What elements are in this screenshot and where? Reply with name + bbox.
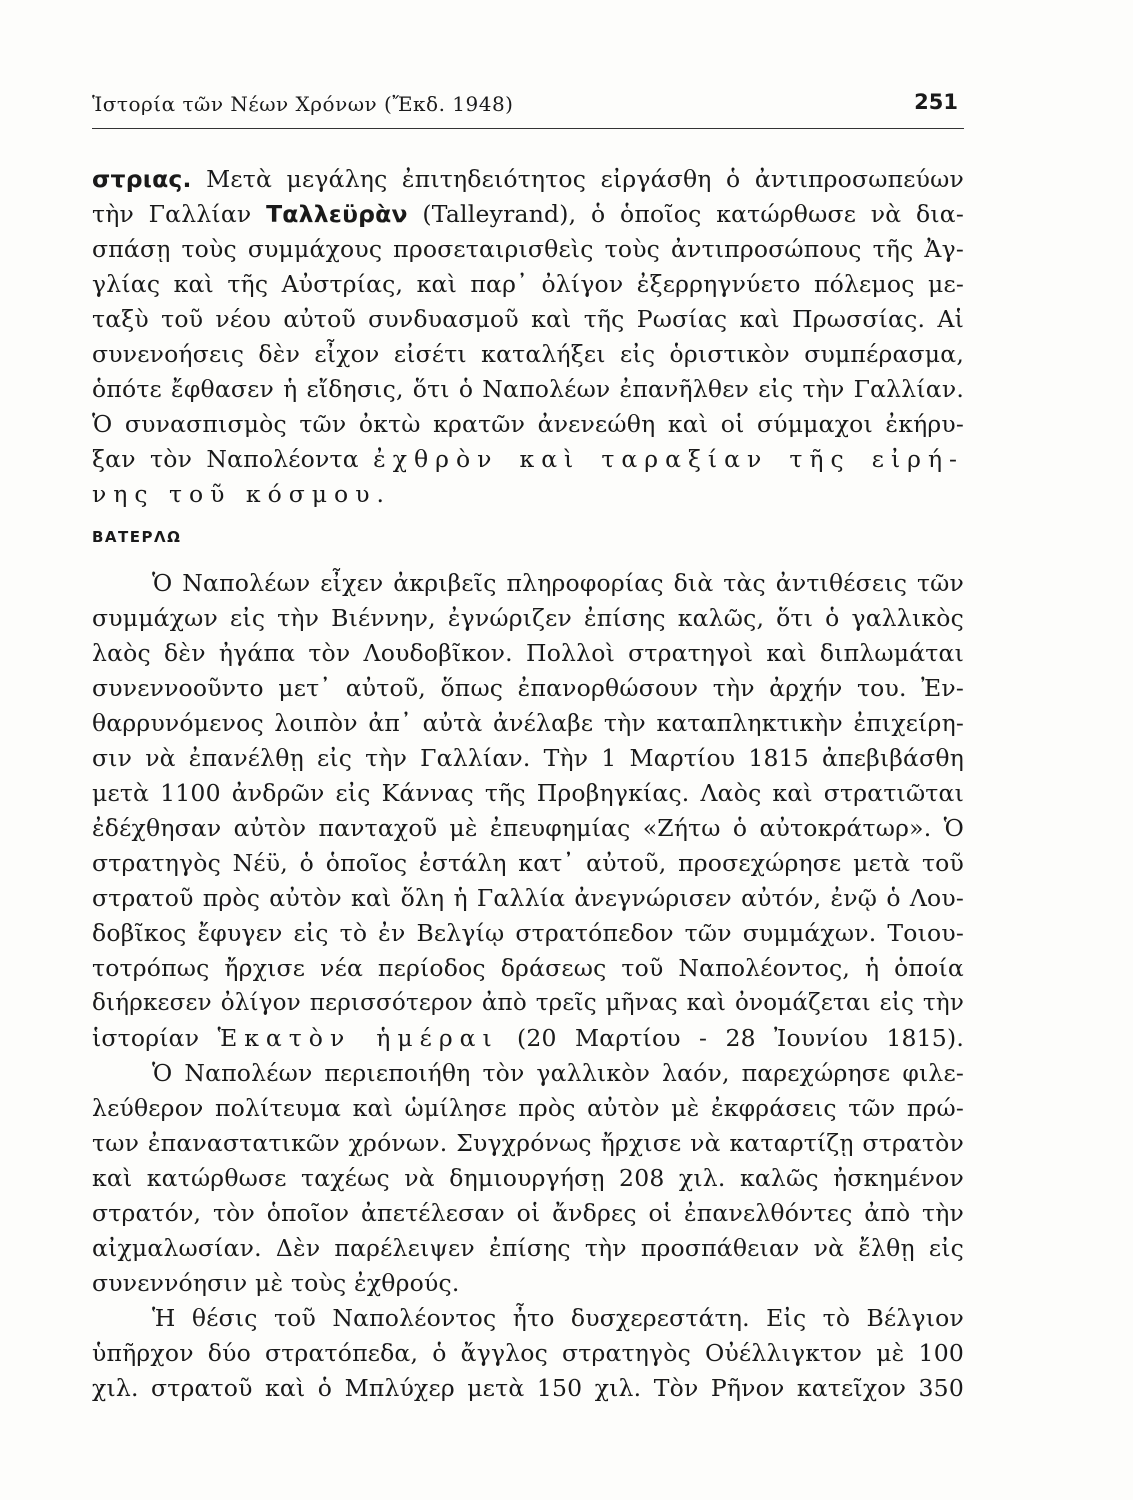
text-line: τοτρόπως ἤρχισε νέα περίοδος δράσεως τοῦ Ναπολέοντος, ἡ ὁποία: [92, 954, 964, 982]
text-span: Μετὰ μεγάλης ἐπιτηδειότητος εἰργάσθη ὁ ἀντιπροσωπεύων: [191, 165, 964, 193]
text-line: Ἡ θέσις τοῦ Ναπολέοντος ἦτο δυσχερεστάτη. Εἰς τὸ Βέλγιον: [152, 1304, 964, 1332]
text-line: διήρκεσεν ὀλίγον περισσότερον ἀπὸ τρεῖς μῆνας καὶ ὀνομάζεται εἰς τὴν: [92, 990, 964, 1016]
bold-word: στριας.: [92, 165, 192, 193]
text-line: συνενοήσεις δὲν εἶχον εἰσέτι καταλήξει εἰς ὁριστικὸν συμπέρασμα,: [92, 340, 964, 368]
text-line: Ὁ συνασπισμὸς τῶν ὀκτὼ κρατῶν ἀνενεώθη καὶ οἱ σύμμαχοι ἐκήρυ-: [92, 410, 964, 438]
text-span: ξαν τὸν Ναπολέοντα: [92, 445, 374, 473]
header-title: Ἱστορία τῶν Νέων Χρόνων (Ἔκδ. 1948): [92, 92, 514, 116]
text-line: συνεννοοῦντο μετ᾽ αὐτοῦ, ὅπως ἐπανορθώσουν τὴν ἀρχήν του. Ἐν-: [92, 674, 964, 702]
text-span: τὴν Γαλλίαν: [92, 200, 267, 228]
text-line: στρατοῦ πρὸς αὐτὸν καὶ ὅλη ἡ Γαλλία ἀνεγνώρισεν αὐτόν, ἐνῷ ὁ Λου-: [92, 884, 964, 912]
spaced-text: ἐχθρὸν καὶ ταραξίαν τῆς εἰρή-: [373, 445, 964, 473]
text-line: [92, 162, 964, 196]
text-line: [92, 477, 964, 511]
text-line: [92, 442, 964, 476]
text-span: (Talleyrand), ὁ ὁποῖος κατώρθωσε νὰ δια-: [407, 200, 964, 228]
text-line: στρατόν, τὸν ὁποῖον ἀπετέλεσαν οἱ ἄνδρες οἱ ἐπανελθόντες ἀπὸ τὴν: [92, 1199, 964, 1227]
page-number: 251: [914, 90, 958, 114]
text-line: μετὰ 1100 ἀνδρῶν εἰς Κάννας τῆς Προβηγκίας. Λαὸς καὶ στρατιῶται: [92, 779, 964, 807]
text-line: συνεννόησιν μὲ τοὺς ἐχθρούς.: [92, 1269, 460, 1297]
spaced-text: νης τοῦ κόσμου.: [92, 480, 391, 508]
section-heading: ΒΑΤΕΡΛΩ: [92, 528, 182, 546]
text-line: χιλ. στρατοῦ καὶ ὁ Μπλύχερ μετὰ 150 χιλ. Τὸν Ρῆνον κατεῖχον 350: [92, 1374, 964, 1402]
text-line: καὶ κατώρθωσε ταχέως νὰ δημιουργήσῃ 208 χιλ. καλῶς ἠσκημένον: [92, 1164, 964, 1192]
text-line: Ὁ Ναπολέων περιεποιήθη τὸν γαλλικὸν λαόν, παρεχώρησε φιλε-: [152, 1059, 964, 1087]
bold-name: Ταλλεϋρὰν: [266, 200, 408, 228]
text-line: ἐδέχθησαν αὐτὸν πανταχοῦ μὲ ἐπευφημίας «Ζήτω ὁ αὐτοκράτωρ». Ὁ: [92, 814, 964, 842]
text-line: σιν νὰ ἐπανέλθῃ εἰς τὴν Γαλλίαν. Τὴν 1 Μαρτίου 1815 ἀπεβιβάσθη: [92, 744, 964, 772]
text-line: θαρρυνόμενος λοιπὸν ἀπ᾽ αὐτὰ ἀνέλαβε τὴν καταπληκτικὴν ἐπιχείρη-: [92, 709, 964, 737]
text-line: ὑπῆρχον δύο στρατόπεδα, ὁ ἄγγλος στρατηγὸς Οὐέλλιγκτον μὲ 100: [92, 1339, 964, 1367]
running-header: [92, 88, 964, 129]
text-line: στρατηγὸς Νέϋ, ὁ ὁποῖος ἐστάλη κατ᾽ αὐτοῦ, προσεχώρησε μετὰ τοῦ: [92, 849, 964, 877]
spaced-text: Ἑκατὸν ἡμέραι: [217, 1024, 499, 1052]
text-line: ταξὺ τοῦ νέου αὐτοῦ συνδυασμοῦ καὶ τῆς Ρωσίας καὶ Πρωσσίας. Αἱ: [92, 305, 964, 333]
text-line: των ἐπαναστατικῶν χρόνων. Συγχρόνως ἤρχισε νὰ καταρτίζῃ στρατὸν: [92, 1129, 964, 1157]
text-line: συμμάχων εἰς τὴν Βιέννην, ἐγνώριζεν ἐπίσης καλῶς, ὅτι ὁ γαλλικὸς: [92, 604, 964, 632]
text-line: λαὸς δὲν ἠγάπα τὸν Λουδοβῖκον. Πολλοὶ στρατηγοὶ καὶ διπλωμάται: [92, 639, 964, 667]
text-span: ἱστορίαν: [92, 1024, 218, 1052]
text-span: (20 Μαρτίου - 28 Ἰουνίου 1815).: [498, 1024, 964, 1052]
text-line: [92, 1021, 964, 1055]
text-line: [92, 197, 964, 231]
text-line: λεύθερον πολίτευμα καὶ ὡμίλησε πρὸς αὐτὸν μὲ ἐκφράσεις τῶν πρώ-: [92, 1094, 964, 1122]
text-line: αἰχμαλωσίαν. Δὲν παρέλειψεν ἐπίσης τὴν προσπάθειαν νὰ ἔλθῃ εἰς: [92, 1234, 964, 1262]
text-line: δοβῖκος ἔφυγεν εἰς τὸ ἐν Βελγίῳ στρατόπεδον τῶν συμμάχων. Τοιου-: [92, 919, 964, 947]
text-line: Ὁ Ναπολέων εἶχεν ἀκριβεῖς πληροφορίας διὰ τὰς ἀντιθέσεις τῶν: [152, 569, 964, 597]
text-line: γλίας καὶ τῆς Αὐστρίας, καὶ παρ᾽ ὀλίγον ἐξερρηγνύετο πόλεμος με-: [92, 270, 964, 298]
text-line: σπάσῃ τοὺς συμμάχους προσεταιρισθεὶς τοὺς ἀντιπροσώπους τῆς Ἀγ-: [92, 235, 964, 263]
text-line: ὁπότε ἔφθασεν ἡ εἴδησις, ὅτι ὁ Ναπολέων ἐπανῆλθεν εἰς τὴν Γαλλίαν.: [92, 375, 964, 403]
